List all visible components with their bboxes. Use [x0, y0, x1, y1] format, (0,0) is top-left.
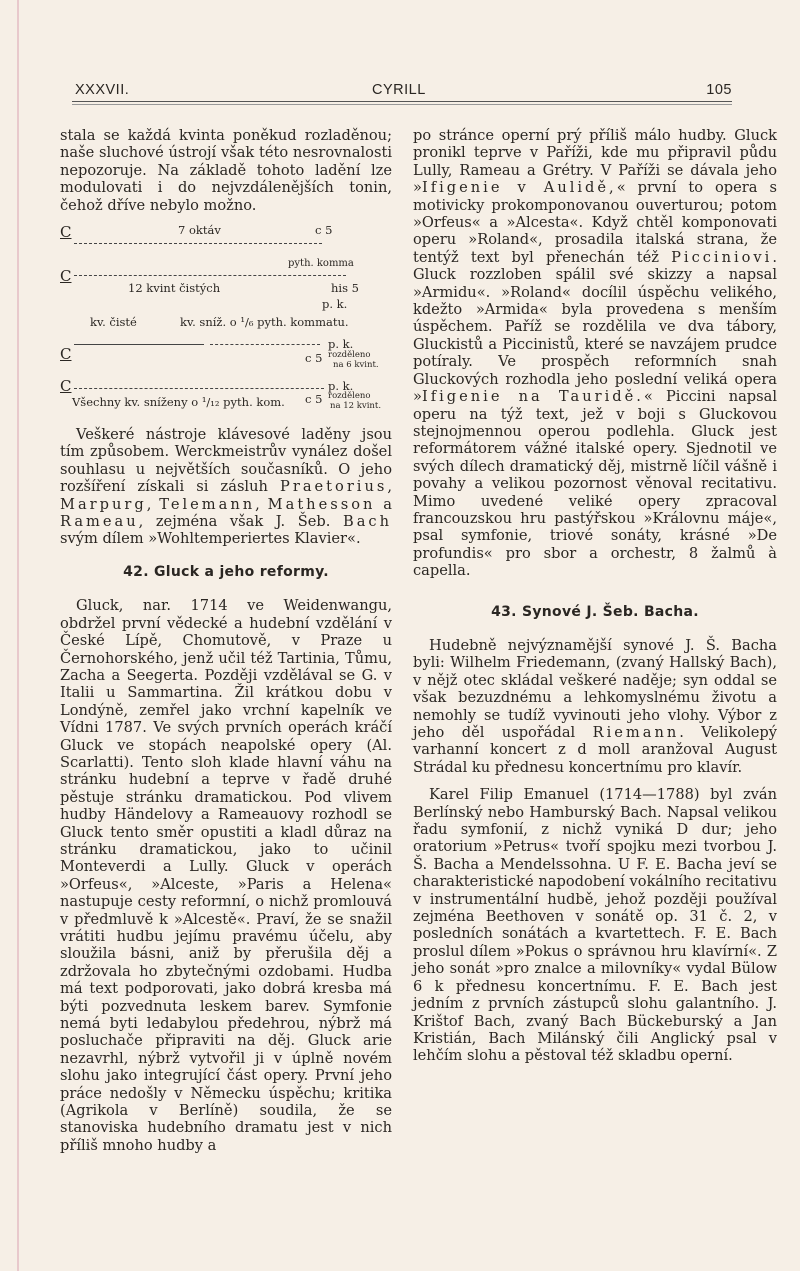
diagram-pk-label: p. k. — [328, 337, 354, 352]
paragraph-continued: stala se každá kvinta poněkud rozladěnou; naše sluchové ústrojí však této nesrovnalosti nepozoruje. Na základě tohoto ladění lze modulovati i do nejvzdálenějších tonin, čehož dříve nebylo možno. — [60, 127, 392, 214]
page-edge — [17, 0, 19, 1271]
opera-title: Ifigenie na Tauridě. — [421, 388, 644, 406]
diagram-note: na 6 kvint. — [333, 360, 379, 371]
diagram-c-label: C — [60, 345, 72, 364]
paragraph-instruments: Veškeré nástroje klávesové laděny jsou tím způsobem. Werckmeistrův vynález došel souhlasu u největších současníků. O jeho rozšíření získali si zásluh Praetorius, Marpurg, Telemann, Mathesson a Rameau, zejména však J. Šeb. Bach svým dílem »Wohltemperiertes Klavier«. — [60, 426, 392, 548]
diagram-c-label: C — [60, 377, 72, 396]
section-heading-43: 43. Synové J. Šeb. Bacha. — [491, 603, 699, 620]
diagram-c5-label: c 5 — [315, 223, 333, 238]
diagram-his5-label: his 5 — [331, 281, 359, 296]
diagram-octaves-label: 7 oktáv — [178, 223, 221, 238]
name-riemann: Riemann — [592, 724, 680, 741]
header-rule — [72, 101, 732, 102]
right-column — [413, 127, 777, 1065]
octaves-line — [74, 243, 322, 244]
six-fifths-line — [74, 344, 204, 345]
paragraph-cpe-bach: Karel Filip Emanuel (1714—1788) byl zván Berlínský nebo Hamburský Bach. Napsal velikou řadu symfonií, z nichž vyniká D dur; jeho oratorium »Petrus« tvoří spojku mezi tvorbou J. Š. Bacha a Mendelssohna. U F. E. Bacha jeví se charakteristické napodobení vokálního recitativu v instrumentální hudbě, jehož později používal zejména Beethoven v sonátě op. 31 č. 2, v posledních sonátách a kvartettech. F. E. Bach proslul dílem »Pokus o správnou hru klavírní«. Z jeho sonát »pro znalce a milovníky« vydal Bülow 6 k přednesu koncertnímu. F. E. Bach jest jedním z prvních zástupců slohu galantního. J. Krištof Bach, zvaný Bach Bückeburský a Jan Kristián, Bach Milánský čili Anglický psal v lehčím slohu a pěstoval též skladbu operní. — [413, 786, 777, 1065]
diagram-c5-label: c 5 — [305, 351, 323, 366]
paragraph-gluck-continued: po stránce operní prý příliš málo hudby. Gluck pronikl teprve v Paříži, kde mu připravil půdu Lully, Rameau a Grétry. V Paříži se dávala jeho »Ifigenie v Aulidě,« první to opera s motivicky prokomponovanou ouverturou; potom »Orfeus« a »Alcesta«. Když chtěl komponovati operu »Roland«, prosadila italská strana, že tentýž text byl přenechán též Picciniovi. Gluck rozzloben spálil své skizzy a napsal »Armidu«. »Roland« docílil úspěchu velikého, kdežto »Armida« byla provedena s menším úspěchem. Paříž se rozdělila ve dva tábory, Gluckistů a Piccinistů, které se navzájem prudce potíraly. Ve prospěch reformních snah Gluckových rozhodla jeho poslední veliká opera »Ifigenie na Tauridě.« Piccini napsal operu na týž text, jež v boji s Gluckovou stejnojmennou operou podlehla. Gluck jest reformátorem vážné italské opery. Sjednotil ve svých dílech dramatický děj, mistrně líčil vášně i povahy a velikou pozornost věnoval recitativu. Mimo uvedené veliké opery zpracoval francouzskou hru pastýřskou »Královnu máje«, psal symfonie, triové sonáty, krásné »De profundis« pro sbor a orchestr, 8 žalmů à capella. — [413, 127, 777, 580]
name-mathesson: Mathesson — [267, 495, 376, 513]
diagram-komma-label: pyth. komma — [288, 258, 354, 270]
paragraph-bach-sons: Hudebně nejvýznamější synové J. Š. Bacha byli: Wilhelm Friedemann, (zvaný Hallský Bach), v nějž otec skládal veškeré naděje; syn oddal se však bezuzdnému a lehkomyslnému životu a nemohly se tudíž vyvinouti jeho vlohy. Výbor z jeho děl uspořádal Riemann. Velikolepý varhanní koncert z d moll aranžoval August Strádal ku přednesu koncertnímu pro klavír. — [413, 636, 777, 776]
name-bach: Bach — [343, 513, 392, 531]
temperament-diagram — [60, 218, 392, 518]
diagram-pk-label: p. k. — [328, 379, 354, 394]
diagram-fifths-label: 12 kvint čistých — [128, 281, 221, 296]
chapter-number: XXXVII. — [75, 82, 130, 98]
name-praetorius: Praetorius — [280, 478, 388, 496]
diagram-note: na 12 kvint. — [330, 401, 382, 412]
section-heading-42: 42. Gluck a jeho reformy. — [123, 563, 329, 580]
name-rameau: Rameau — [60, 513, 139, 531]
running-title: CYRILL — [372, 82, 426, 98]
twelve-fifths-line — [74, 388, 324, 389]
diagram-note: rozděleno — [328, 350, 371, 361]
diagram-c-label: C — [60, 223, 72, 242]
diagram-c-label: C — [60, 267, 72, 286]
opera-title: Ifigenie v Aulidě, — [421, 179, 617, 197]
diagram-pure-fifths: kv. čisté — [90, 315, 137, 330]
name-marpurg: Marpurg — [60, 495, 147, 513]
diagram-pk-label: p. k. — [322, 297, 348, 312]
header-rule-thin — [72, 104, 732, 105]
diagram-all-fifths-label: Všechny kv. sníženy o ¹/₁₂ pyth. kom. — [72, 395, 285, 410]
diagram-c5-label: c 5 — [305, 392, 323, 407]
fifths-line — [74, 275, 346, 276]
six-fifths-line-b — [210, 344, 320, 345]
name-piccini: Picciniovi — [671, 248, 773, 266]
diagram-note: rozděleno — [328, 391, 371, 402]
running-header — [72, 80, 732, 102]
page-number: 105 — [706, 82, 732, 98]
diagram-reduced-fifths: kv. sníž. o ¹/₆ pyth. kommatu. — [180, 315, 349, 330]
paragraph-gluck: Gluck, nar. 1714 ve Weidenwangu, obdržel první vědecké a hudební vzdělání v České Lípě, Chomutově, v Praze u Černohorského, jenž učil též Tartinia, Tůmu, Zacha a Seegerta. Později vzdělával se G. v Italii u Sammartina. Žil krátkou dobu v Londýně, zemřel jako vrchní kapelník ve Vídni 1787. Ve svých prvních operách kráčí Gluck ve stopách neapolské opery (Al. Scarlatti). Tento sloh klade hlavní váhu na stránku hudební a teprve v řadě druhé pěstuje stránku dramatickou. Pod vlivem hudby Händelovy a Rameauovy rozhodl se Gluck tento směr opustiti a kladl důraz na stránku dramatickou, jako to učinil Monteverdi a Lully. Gluck v operách »Orfeus«, »Alceste, »Paris a Helena« nastupuje cesty reformní, o nichž promlouvá v předmluvě k »Alcestě«. Praví, že se snažil vrátiti hudbu jejímu pravému účelu, aby sloužila básni, aniž by přerušila děj a zdržovala ho zbytečnými ozdobami. Hudba má text podporovati, jako dobrá kresba má býti pozvednuta leskem barev. Symfonie nemá byti ledabylou předehrou, nýbrž má posluchače připraviti na děj. Gluck arie nezavrhl, nýbrž vytvořil ji v úplně novém slohu jako integrující část opery. První jeho práce nedošly v Německu úspěchu; kritika (Agrikola v Berlíně) soudila, že se stanoviska hudebního dramatu jest v nich příliš mnoho hudby a — [60, 597, 392, 1154]
name-telemann: Telemann — [159, 495, 256, 513]
left-column — [60, 127, 392, 1154]
